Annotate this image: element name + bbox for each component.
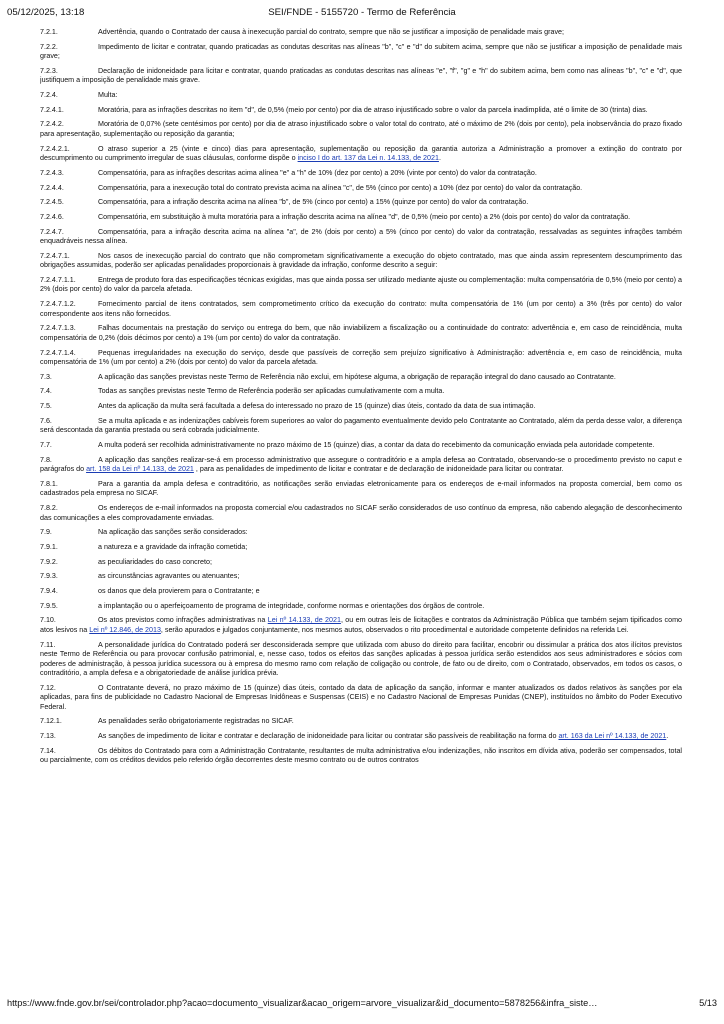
print-header [0, 0, 724, 26]
clause-paragraph [40, 349, 682, 368]
clause-text: a implantação ou o aperfeiçoamento de programa de integridade, conforme normas e orientações dos órgãos de controle. [98, 601, 485, 610]
page-number: 5/13 [699, 998, 717, 1008]
document-body [40, 28, 682, 990]
clause-number: 7.7. [40, 440, 52, 449]
clause-number: 7.6. [40, 416, 52, 425]
clause-text: . [666, 732, 669, 741]
clause-paragraph [40, 169, 682, 179]
clause-paragraph [40, 145, 682, 164]
clause-paragraph [40, 106, 682, 116]
clause-text: Compensatória, para a inexecução total do contrato prevista acima na alínea "c", de 5% (cinco por cento) a 10% (dez por cento) do valor da contratação. [98, 183, 583, 192]
clause-number: 7.2.4.5. [40, 198, 64, 207]
clause-number: 7.3. [40, 372, 52, 381]
clause-number: 7.2.2. [40, 42, 58, 51]
clause-paragraph [40, 504, 682, 523]
clause-number: 7.2.4.1. [40, 105, 64, 114]
clause-paragraph [40, 456, 682, 475]
clause-text: A multa poderá ser recolhida administrativamente no prazo máximo de 15 (quinze) dias, a contar da data do recebimento da comunicação enviada pela autoridade competente. [98, 440, 655, 449]
clause-text: As sanções de impedimento de licitar e contratar e declaração de inidoneidade para licitar ou contratar são passíveis de reabilitação na forma do [98, 732, 559, 741]
clause-number: 7.2.4.7.1.4. [40, 348, 76, 357]
clause-text: Os débitos do Contratado para com a Administração Contratante, resultantes de multa administrativa e/ou indenizações, não inscritos em dívida ativa, poderão ser compensados, total ou parcialmente, com os créditos devidos pelo referido órgão decorrentes deste mesmo contrato ou de outros contratos [40, 746, 682, 765]
clause-text: as peculiaridades do caso concreto; [98, 557, 212, 566]
clause-text: Pequenas irregularidades na execução do serviço, desde que passíveis de correção sem prejuízo significativo à Administração: advertência e, em caso de reincidência, multa compensatória de 1% (um por cento) a 2% (dois por cento) do valor da parcela afetada. [40, 348, 682, 366]
clause-paragraph [40, 276, 682, 295]
clause-number: 7.9.4. [40, 586, 58, 595]
law-reference-link[interactable]: Lei nº 12.846, de 2013 [89, 625, 161, 634]
clause-paragraph [40, 213, 682, 223]
law-reference-link[interactable]: inciso I do art. 137 da Lei n. 14.133, de 2021 [297, 154, 439, 163]
clause-paragraph [40, 543, 682, 553]
clause-number: 7.12. [40, 683, 56, 692]
clause-text: as circunstâncias agravantes ou atenuantes; [98, 572, 240, 581]
clause-paragraph [40, 28, 682, 38]
print-footer [0, 992, 724, 1014]
clause-number: 7.13. [40, 732, 56, 741]
clause-paragraph [40, 402, 682, 412]
clause-number: 7.2.4. [40, 91, 58, 100]
clause-text: Compensatória, em substituição à multa moratória para a infração descrita acima na alínea "d", de 0,5% (meio por cento) a 2% (dois por cento) do valor da contratação. [98, 212, 631, 221]
clause-text: Moratória de 0,07% (sete centésimos por cento) por dia de atraso injustificado sobre o valor total do contrato, até o máximo de 2% (dois por cento), pela inobservância do prazo fixado para apresentação, suplementação ou reposição da garantia; [40, 120, 682, 138]
clause-number: 7.2.4.2.1. [40, 144, 70, 153]
clause-text: Se a multa aplicada e as indenizações cabíveis forem superiores ao valor do pagamento eventualmente devido pelo Contratante ao Contratado, além da perda desse valor, a diferença será descontada da garantia prestada ou será cobrada judicialmente. [40, 416, 682, 435]
clause-text: Fornecimento parcial de itens contratados, sem comprometimento crítico da execução do contrato: multa compensatória de 1% (um por cento) a 3% (três por cento) do valor correspondente aos itens não fornecidos. [40, 300, 682, 318]
clause-text: Declaração de inidoneidade para licitar e contratar, quando praticadas as condutas descritas nas alíneas "e", "f", "g" e "h" do subitem acima, bem como nas alíneas "b", "c" e "d", que justifiquem a imposição de penalidade mais grave. [40, 66, 682, 85]
clause-paragraph [40, 91, 682, 101]
clause-number: 7.12.1. [40, 717, 62, 726]
clause-number: 7.8. [40, 455, 52, 464]
clause-text: , para as penalidades de impedimento de licitar e contratar e de declaração de inidoneidade para licitar ou contratar. [193, 465, 564, 474]
clause-number: 7.2.4.6. [40, 212, 64, 221]
clause-number: 7.9.2. [40, 557, 58, 566]
clause-text: Entrega de produto fora das especificações técnicas exigidas, mas que ainda possa ser utilizado mediante ajuste ou complementação: multa compensatória de 0,5% (meio por cento) a 2% (dois por cento) do valor da parcela afetada. [40, 275, 682, 294]
clause-text: O Contratante deverá, no prazo máximo de 15 (quinze) dias úteis, contado da data de aplicação da sanção, informar e manter atualizados os dados relativos às sanções por ela aplicadas, para fins de publicidade no Cadastro Nacional de Empresas Inidôneas e Suspensas (CEIS) e no Cadastro Nacional de Empresas Punidas (CNEP), instituídos no âmbito do Poder Executivo Federal. [40, 683, 682, 711]
law-reference-link[interactable]: Lei nº 14.133, de 2021 [267, 616, 341, 625]
clause-text: Falhas documentais na prestação do serviço ou entrega do bem, que não inviabilizem a fiscalização ou a continuidade do contrato: advertência e, em caso de reincidência, multa compensatória de 0,2% (dois décimos por cento) a 1% (um por cento) do valor da contratação. [40, 324, 682, 342]
clause-text: A aplicação das sanções previstas neste Termo de Referência não exclui, em hipótese alguma, a obrigação de reparação integral do dano causado ao Contratante. [98, 372, 616, 381]
clause-text: . [438, 154, 441, 163]
clause-text: Moratória, para as infrações descritas no item "d", de 0,5% (meio por cento) por dia de atraso injustificado sobre o valor da parcela inadimplida, até o limite de 30 (trinta) dias. [98, 105, 648, 114]
clause-paragraph [40, 387, 682, 397]
clause-number: 7.9.3. [40, 572, 58, 581]
clause-paragraph [40, 732, 682, 742]
clause-paragraph [40, 684, 682, 713]
clause-paragraph [40, 43, 682, 62]
clause-text: O atraso superior a 25 (vinte e cinco) dias para apresentação, suplementação ou reposição da garantia autoriza a Administração a promover a extinção do contrato por descumprimento ou cumprimento irregular de suas cláusulas, conforme dispõe o [40, 144, 682, 163]
clause-number: 7.2.4.2. [40, 120, 64, 129]
clause-paragraph [40, 616, 682, 635]
clause-number: 7.8.1. [40, 479, 58, 488]
clause-text: Para a garantia da ampla defesa e contraditório, as notificações serão enviadas eletronicamente para os endereços de e-mail informados na proposta comercial, bem como os cadastrados pela empresa no SICAF. [40, 479, 682, 498]
clause-text: A aplicação das sanções realizar-se-á em processo administrativo que assegure o contraditório e a ampla defesa ao Contratado, observando-se o procedimento previsto no caput e parágrafos do [40, 455, 682, 474]
clause-paragraph [40, 441, 682, 451]
clause-text: Antes da aplicação da multa será facultada a defesa do interessado no prazo de 15 (quinze) dias úteis, contado da data de sua intimação. [98, 402, 536, 411]
clause-text: os danos que dela provierem para o Contratante; e [98, 586, 260, 595]
page-url: https://www.fnde.gov.br/sei/controlador.php?acao=documento_visualizar&acao_origem=arvore_visualizar&id_documento=5878256&infra_siste… [7, 998, 598, 1008]
document-title: SEI/FNDE - 5155720 - Termo de Referência [268, 7, 456, 18]
print-datetime: 05/12/2025, 13:18 [7, 7, 85, 18]
clause-number: 7.2.1. [40, 28, 58, 36]
clause-paragraph [40, 252, 682, 271]
clause-number: 7.2.4.7.1.3. [40, 324, 76, 333]
clause-text: Multa: [98, 91, 118, 100]
clause-paragraph [40, 300, 682, 319]
clause-text: Compensatória, para a infração descrita acima na alínea "a", de 2% (dois por cento) a 5% (cinco por cento) do valor da contratação, ressalvadas as seguintes infrações também enquadráveis nessa alínea. [40, 227, 682, 246]
clause-number: 7.2.4.4. [40, 183, 64, 192]
clause-number: 7.2.4.7.1.1. [40, 275, 76, 284]
law-reference-link[interactable]: art. 163 da Lei nº 14.133, de 2021 [558, 732, 667, 741]
clause-number: 7.9.1. [40, 542, 58, 551]
clause-paragraph [40, 587, 682, 597]
law-reference-link[interactable]: art. 158 da Lei nº 14.133, de 2021 [86, 465, 194, 474]
clause-paragraph [40, 324, 682, 343]
clause-text: Os endereços de e-mail informados na proposta comercial e/ou cadastrados no SICAF serão considerados de uso contínuo da empresa, não cabendo alegação de desconhecimento das comunicações a eles comprovadamente enviadas. [40, 504, 682, 522]
clause-number: 7.2.4.3. [40, 168, 64, 177]
clause-number: 7.4. [40, 387, 52, 396]
clause-number: 7.11. [40, 640, 56, 649]
clause-paragraph [40, 373, 682, 383]
clause-paragraph [40, 417, 682, 436]
clause-number: 7.2.4.7.1. [40, 251, 70, 260]
clause-text: Na aplicação das sanções serão considerados: [98, 528, 248, 537]
clause-number: 7.2.3. [40, 66, 58, 75]
clause-text: Advertência, quando o Contratado der causa à inexecução parcial do contrato, sempre que não se justificar a imposição de penalidade mais grave; [98, 28, 565, 36]
clause-paragraph [40, 572, 682, 582]
clause-text: A personalidade jurídica do Contratado poderá ser desconsiderada sempre que utilizada com abuso do direito para facilitar, encobrir ou dissimular a prática dos atos ilícitos previstos neste Termo de Referência ou para provocar confusão patrimonial, e, nesse caso, todos os efeitos das sanções aplicadas à pessoa jurídica serão estendidos aos seus administradores e sócios com poderes de administração, à pessoa jurídica sucessora ou à empresa do mesmo ramo com relação de coligação ou controle, de fato ou de direito, com o Contratado, observados, em todos os casos, o contraditório, a ampla defesa e a obrigatoriedade de análise jurídica prévia. [40, 640, 682, 677]
clause-number: 7.14. [40, 746, 56, 755]
clause-number: 7.5. [40, 402, 52, 411]
clause-paragraph [40, 228, 682, 247]
clause-paragraph [40, 67, 682, 86]
clause-text: Compensatória, para as infrações descritas acima alínea "e" a "h" de 10% (dez por cento) a 20% (vinte por cento) do valor da contratação. [98, 168, 537, 177]
clause-number: 7.8.2. [40, 504, 58, 512]
clause-text: a natureza e a gravidade da infração cometida; [98, 542, 248, 551]
clause-paragraph [40, 120, 682, 139]
clause-text: As penalidades serão obrigatoriamente registradas no SICAF. [98, 717, 294, 726]
clause-number: 7.9. [40, 528, 52, 537]
clause-text: , ou em outras leis de licitações e contratos da Administração Pública que também sejam tipificados como atos lesivos na [40, 616, 682, 634]
clause-paragraph [40, 641, 682, 679]
clause-paragraph [40, 480, 682, 499]
clause-paragraph [40, 602, 682, 612]
clause-paragraph [40, 184, 682, 194]
clause-paragraph [40, 747, 682, 766]
clause-text: , serão apurados e julgados conjuntamente, nos mesmos autos, observados o rito procedimental e autoridade competente definidos na referida Lei. [160, 625, 629, 634]
clause-number: 7.2.4.7.1.2. [40, 300, 76, 309]
clause-paragraph [40, 198, 682, 208]
clause-number: 7.9.5. [40, 601, 58, 610]
clause-text: Os atos previstos como infrações administrativas na [98, 616, 268, 625]
clause-number: 7.10. [40, 616, 56, 625]
clause-paragraph [40, 717, 682, 727]
clause-number: 7.2.4.7. [40, 227, 64, 236]
clause-text: Nos casos de inexecução parcial do contrato que não comprometam significativamente a execução do objeto contratado, mas que ainda assim representem descumprimento das obrigações assumidas, poderão ser aplicadas penalidades proporcionais à gravidade da infração, conforme descrito a seguir: [40, 251, 682, 270]
clause-text: Compensatória, para a infração descrita acima na alínea "b", de 5% (cinco por cento) a 15% (quinze por cento) do valor da contratação. [98, 198, 529, 207]
clause-text: Todas as sanções previstas neste Termo de Referência poderão ser aplicadas cumulativamente com a multa. [98, 387, 445, 396]
clause-text: Impedimento de licitar e contratar, quando praticadas as condutas descritas nas alíneas "b", "c" e "d" do subitem acima, sempre que não se justificar a imposição de penalidade mais grave; [40, 42, 682, 61]
clause-paragraph [40, 528, 682, 538]
clause-paragraph [40, 558, 682, 568]
